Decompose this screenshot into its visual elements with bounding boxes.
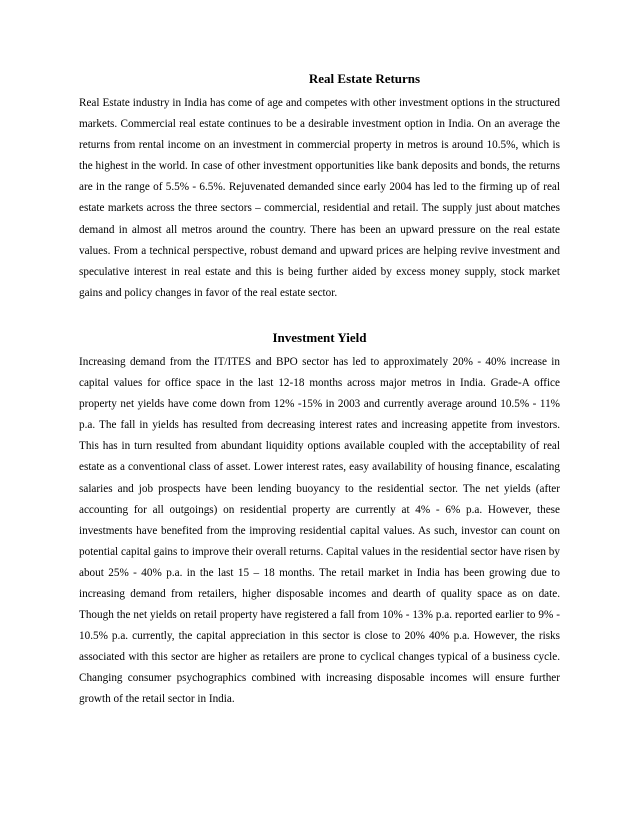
section-body-investment-yield: Increasing demand from the IT/ITES and BPO sector has led to approximately 20% - 40% increase in capital values for office space in the last 12-18 months across major metros in India. Grade-A office property net yields have come down from 12% -15% in 2003 and currently average around 10.5% - 11% p.a. The fall in yields has resulted from decreasing interest rates and increasing appetite from investors. This has in turn resulted from abundant liquidity options available coupled with the acceptability of real estate as a conventional class of asset. Lower interest rates, easy availability of housing finance, escalating salaries and job prospects have been lending buoyancy to the residential sector. The net yields (after accounting for all outgoings) on residential property are currently at 4% - 6% p.a. However, these investments have benefited from the improving residential capital values. As such, investor can count on potential capital gains to improve their overall returns. Capital values in the residential sector have risen by about 25% - 40% p.a. in the last 15 – 18 months. The retail market in India has been growing due to increasing demand from retailers, higher disposable incomes and dearth of quality space as on date. Though the net yields on retail property have registered a fall from 10% - 13% p.a. reported earlier to 9% - 10.5% p.a. currently, the capital appreciation in this sector is close to 20% 40% p.a. However, the risks associated with this sector are higher as retailers are prone to cyclical changes typical of a business cycle. Changing consumer psychographics combined with increasing disposable incomes will ensure further growth of the retail sector in India.: [79, 355, 560, 706]
section-title-investment-yield: Investment Yield: [272, 329, 367, 345]
section-title-real-estate-returns: Real Estate Returns: [308, 71, 421, 86]
section-body-real-estate-returns: Real Estate industry in India has come of age and competes with other investment options in the structured markets. Commercial real estate continues to be a desirable investment option in India. On an average the returns from rental income on an investment in commercial property in metros is around 10.5%, which is the highest in the world. In case of other investment opportunities like bank deposits and bonds, the returns are in the range of 5.5% - 6.5%. Rejuvenated demanded since early 2004 has led to the firming up of real estate markets across the three sectors – commercial, residential and retail. The supply just about matches demand in almost all metros around the country. There has been an upward pressure on the real estate values. From a technical perspective, robust demand and upward prices are helping revive investment and speculative interest in real estate and this is being further aided by excess money supply, stock market gains and policy changes in favor of the real estate sector.: [79, 97, 560, 299]
section-gap: [79, 304, 560, 329]
